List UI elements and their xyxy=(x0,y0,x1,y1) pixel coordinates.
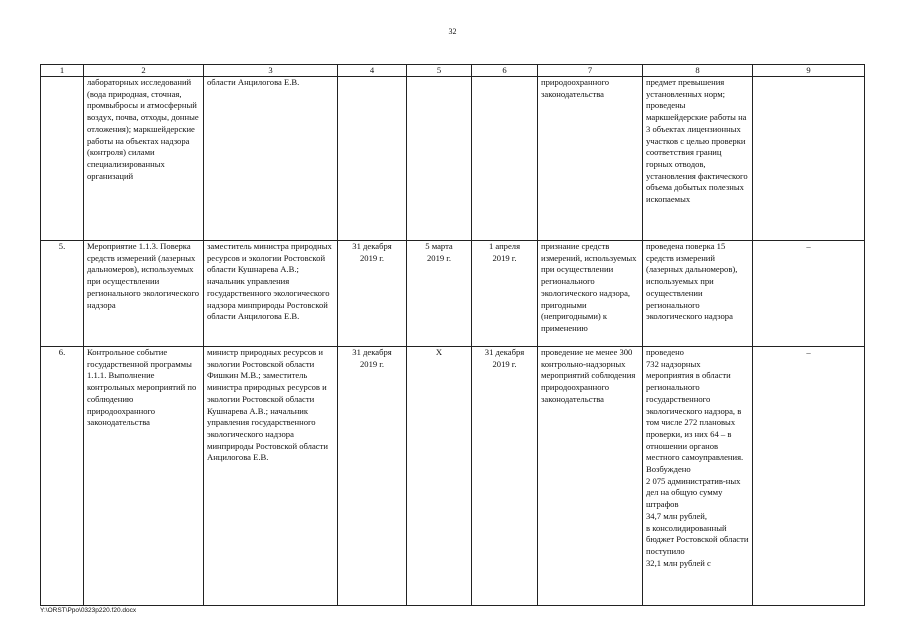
row-number: 6. xyxy=(41,347,84,606)
actual-result-cell: проведена поверка 15 средств измерений (лазерных дальномеров), используемых при осуществлении регионального экологического надзора xyxy=(643,241,753,347)
end-date-cell: 31 декабря 2019 г. xyxy=(472,347,538,606)
end-date-cell: 1 апреля 2019 г. xyxy=(472,241,538,347)
col-header-9: 9 xyxy=(753,65,865,77)
plan-date-cell xyxy=(338,77,407,241)
col-header-2: 2 xyxy=(84,65,204,77)
start-date-cell: 5 марта 2019 г. xyxy=(407,241,472,347)
start-date-cell: X xyxy=(407,347,472,606)
col-header-3: 3 xyxy=(204,65,338,77)
header-row xyxy=(41,65,865,77)
col-header-4: 4 xyxy=(338,65,407,77)
table-row xyxy=(41,347,865,606)
reasons-cell: – xyxy=(753,347,865,606)
expected-result-cell: признание средств измерений, используемых при осуществлении регионального экологического надзора, пригодными (непригодными) к применению xyxy=(538,241,643,347)
col-header-6: 6 xyxy=(472,65,538,77)
reasons-cell: – xyxy=(753,241,865,347)
actual-result-cell: предмет превышения установленных норм; проведены маркшейдерские работы на 3 объектах лицензионных участков с целью проверки соответствия границ горных отводов, установления фактического объема добытых полезных ископаемых xyxy=(643,77,753,241)
col-header-7: 7 xyxy=(538,65,643,77)
actual-result-cell: проведено 732 надзорных мероприятия в области регионального государственного экологического надзора, в том числе 272 плановых проверки, из них 64 – в отношении органов местного самоуправления. Возбуждено 2 075 административ-ных дел на общую сумму штрафов 34,7 млн рублей, в консолидированный бюджет Ростовской области поступило 32,1 млн рублей с xyxy=(643,347,753,606)
table-row xyxy=(41,241,865,347)
responsible-cell: министр природных ресурсов и экологии Ростовской области Фишкин М.В.; заместитель министра природных ресурсов и экологии Ростовской области Кушнарева А.В.; начальник управления государственного экологического надзора минприроды Ростовской области Анцилогова Е.В. xyxy=(204,347,338,606)
row-number: 5. xyxy=(41,241,84,347)
responsible-cell: заместитель министра природных ресурсов и экологии Ростовской области Кушнарева А.В.; начальник управления государственного экологического надзора минприроды Ростовской области Анцилогова Е.В. xyxy=(204,241,338,347)
end-date-cell xyxy=(472,77,538,241)
col-header-8: 8 xyxy=(643,65,753,77)
responsible-cell: области Анцилогова Е.В. xyxy=(204,77,338,241)
table-row xyxy=(41,77,865,241)
expected-result-cell: природоохранного законодательства xyxy=(538,77,643,241)
report-table xyxy=(40,64,865,606)
event-name-cell: Мероприятие 1.1.3. Поверка средств измерений (лазерных дальномеров), используемых при осуществлении регионального экологического надзора xyxy=(84,241,204,347)
file-path-footer: Y:\ORST\Ppo\0323p220.f20.docx xyxy=(40,607,137,614)
col-header-5: 5 xyxy=(407,65,472,77)
page-number: 32 xyxy=(448,27,457,36)
row-number xyxy=(41,77,84,241)
reasons-cell xyxy=(753,77,865,241)
event-name-cell: Контрольное событие государственной программы 1.1.1. Выполнение контрольных мероприятий по соблюдению природоохранного законодательства xyxy=(84,347,204,606)
expected-result-cell: проведение не менее 300 контрольно-надзорных мероприятий соблюдения природоохранного законодательства xyxy=(538,347,643,606)
col-header-1: 1 xyxy=(41,65,84,77)
start-date-cell xyxy=(407,77,472,241)
plan-date-cell: 31 декабря 2019 г. xyxy=(338,241,407,347)
event-name-cell: лабораторных исследований (вода природная, сточная, промвыбросы и атмосферный воздух, почва, отходы, донные отложения); маркшейдерские работы на объектах надзора (контроля) силами специализированных организаций xyxy=(84,77,204,241)
plan-date-cell: 31 декабря 2019 г. xyxy=(338,347,407,606)
